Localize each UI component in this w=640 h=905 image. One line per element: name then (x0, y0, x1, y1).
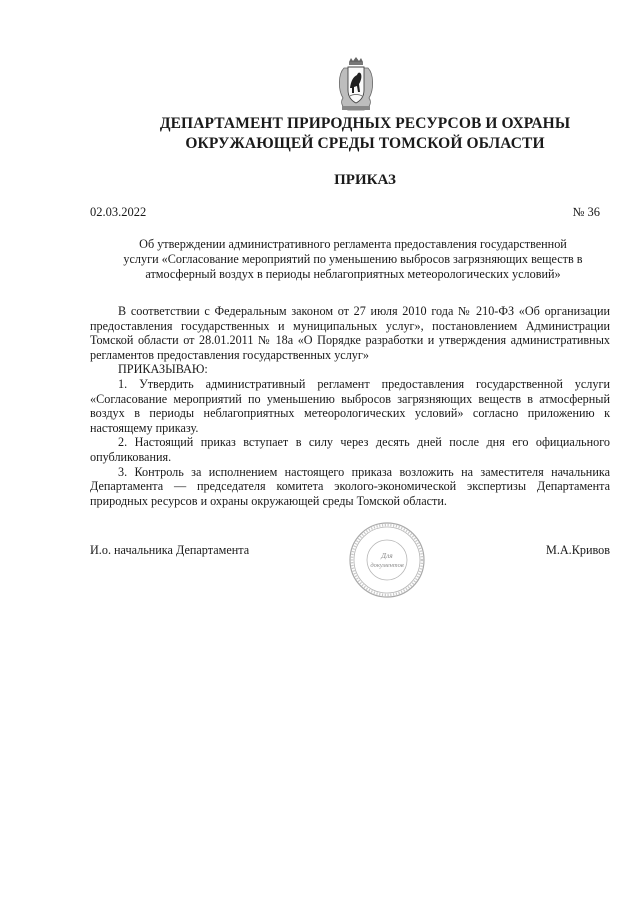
preamble-paragraph: В соответствии с Федеральным законом от 27 июля 2010 года № 210-ФЗ «Об организации предоставления государственных и муниципальных услуг», постановлением Администрации Томской области от 28.01.2011 № 18а «О Порядке разработки и утверждения административных регламентов предоставления государственных услуг» (90, 304, 610, 362)
round-stamp-icon (347, 520, 427, 600)
document-date: 02.03.2022 (90, 205, 147, 219)
document-subject (98, 237, 608, 282)
tomsk-coat-of-arms-icon (336, 56, 376, 112)
signatory-name: М.А.Кривов (546, 543, 610, 557)
subject-line1: Об утверждении административного регламента предоставления государственной (139, 237, 567, 251)
signatory-position: И.о. начальника Департамента (90, 543, 250, 557)
order-word: ПРИКАЗЫВАЮ: (118, 362, 208, 377)
stamp-text-line1: Для (381, 551, 393, 560)
department-title-line1: ДЕПАРТАМЕНТ ПРИРОДНЫХ РЕСУРСОВ И ОХРАНЫ (159, 115, 571, 132)
subject-line3: атмосферный воздух в периоды неблагоприятных метеорологических условий» (145, 267, 561, 281)
document-number: № 36 (572, 205, 600, 219)
department-title (120, 114, 610, 154)
stamp-text-line2: документов (370, 562, 404, 569)
subject-line2: услуги «Согласование мероприятий по уменьшению выбросов загрязняющих веществ в (123, 252, 583, 266)
document-body (90, 304, 610, 508)
department-title-line2: ОКРУЖАЮЩЕЙ СРЕДЫ ТОМСКОЙ ОБЛАСТИ (185, 135, 545, 152)
order-item-1: 1. Утвердить административный регламент предоставления государственной услуги «Согласование мероприятий по уменьшению выбросов загрязняющих веществ в атмосферный воздух в периоды неблагоприятных метеорологических условий» согласно приложению к настоящему приказу. (90, 376, 610, 435)
order-item-3: 3. Контроль за исполнением настоящего приказа возложить на заместителя начальника Департамента — председателя комитета эколого-экономической экспертизы Департамента природных ресурсов и охраны окружающей среды Томской области. (90, 464, 610, 508)
document-type: ПРИКАЗ (334, 172, 396, 188)
order-item-2: 2. Настоящий приказ вступает в силу через десять дней после дня его официального опубликования. (90, 435, 610, 464)
